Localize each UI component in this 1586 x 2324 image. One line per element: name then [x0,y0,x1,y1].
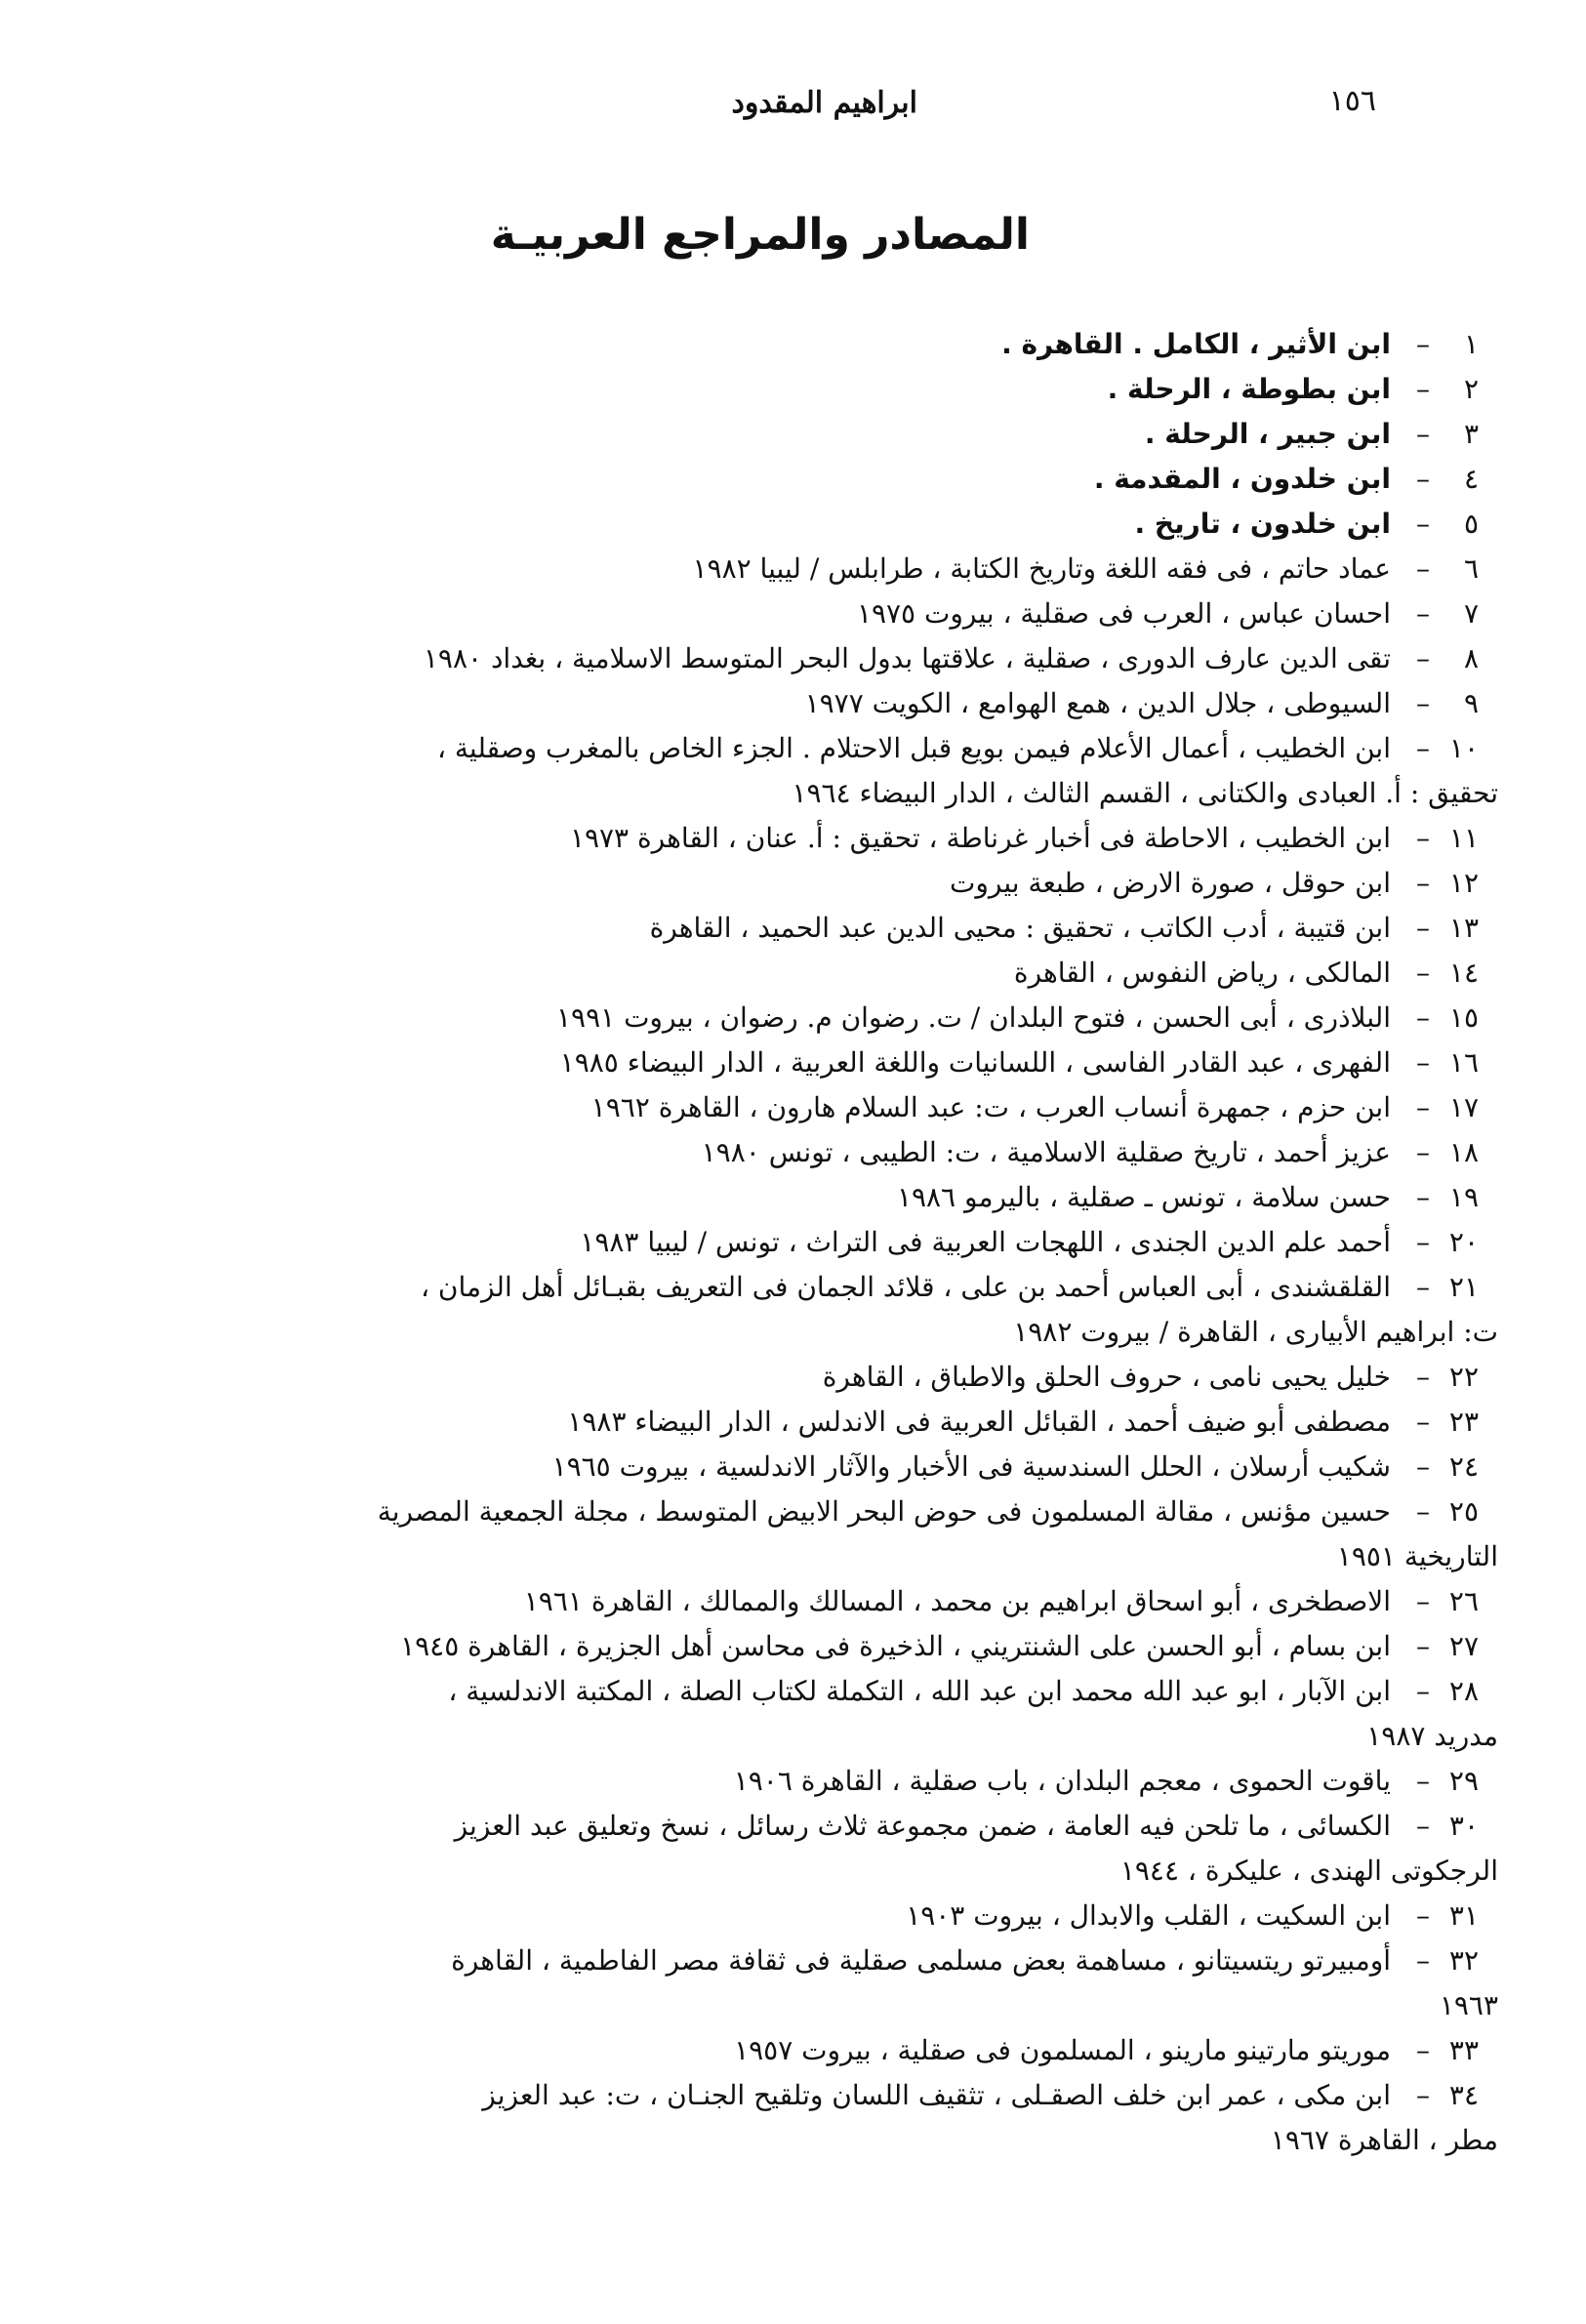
reference-number: ٣ [1463,418,1479,450]
reference-entry [107,1265,1498,1355]
reference-dash: – [1416,912,1430,944]
reference-entry [107,1804,1498,1894]
reference-number: ١٣ [1448,912,1479,944]
reference-text: البلاذرى ، أبى الحسن ، فتوح البلدان / ت. رضوان م. رضوان ، بيروت ١٩٩١ [556,1001,1391,1034]
reference-entry [107,591,1479,636]
reference-entry [107,681,1479,726]
reference-dash: – [1416,1944,1430,1977]
reference-text: ابن جبير ، الرحلة . [1144,418,1391,450]
reference-dash: – [1416,1091,1430,1123]
reference-dash: – [1416,1585,1430,1617]
reference-text: أحمد علم الدين الجندى ، اللهجات العربية فى التراث ، تونس / ليبيا ١٩٨٣ [580,1226,1391,1258]
running-header [117,84,1484,123]
reference-entry [107,1445,1479,1489]
reference-dash: – [1416,552,1430,585]
reference-dash: – [1416,1765,1430,1797]
reference-text: ياقوت الحموى ، معجم البلدان ، باب صقلية ، القاهرة ١٩٠٦ [733,1765,1391,1797]
reference-dash: – [1416,1001,1430,1034]
reference-entry [107,1355,1479,1400]
reference-text: خليل يحيى نامى ، حروف الحلق والاطباق ، القاهرة [822,1361,1391,1393]
reference-dash: – [1416,1450,1430,1483]
reference-number: ٢٦ [1448,1585,1479,1617]
reference-text: ابن الآبار ، ابو عبد الله محمد ابن عبد الله ، التكملة لكتاب الصلة ، المكتبة الاندلسية ، [448,1675,1391,1707]
reference-dash: – [1416,373,1430,405]
reference-entry [107,861,1479,906]
reference-dash: – [1416,1630,1430,1662]
reference-continuation: مدريد ١٩٨٧ [1366,1720,1498,1752]
reference-number: ٢٤ [1448,1450,1479,1483]
reference-text: ابن الخطيب ، أعمال الأعلام فيمن بويع قبل الاحتلام . الجزء الخاص بالمغرب وصقلية ، [436,732,1391,764]
reference-dash: – [1416,1406,1430,1438]
reference-dash: – [1416,1495,1430,1528]
reference-text: الاصطخرى ، أبو اسحاق ابراهيم بن محمد ، المسالك والممالك ، القاهرة ١٩٦١ [523,1585,1391,1617]
reference-entry [107,322,1479,367]
reference-dash: – [1416,1810,1430,1842]
reference-number: ٢٢ [1448,1361,1479,1393]
reference-number: ٣٠ [1448,1810,1479,1842]
reference-entry [107,1894,1479,1938]
reference-continuation: التاريخية ١٩٥١ [1336,1540,1498,1572]
reference-continuation: ١٩٦٣ [1439,1989,1498,2021]
reference-number: ١٦ [1448,1046,1479,1079]
reference-dash: – [1416,2034,1430,2066]
reference-entry [107,636,1479,681]
reference-number: ٨ [1463,642,1479,674]
reference-text: احسان عباس ، العرب فى صقلية ، بيروت ١٩٧٥ [856,597,1391,630]
reference-entry [107,2028,1479,2073]
reference-entry [107,1400,1479,1445]
reference-number: ٧ [1463,597,1479,630]
reference-dash: – [1416,957,1430,989]
reference-entry [107,457,1479,502]
reference-text: ابن السكيت ، القلب والابدال ، بيروت ١٩٠٣ [906,1899,1391,1932]
reference-number: ٣١ [1448,1899,1479,1932]
reference-number: ١٨ [1448,1136,1479,1168]
reference-text: ابن الأثير ، الكامل . القاهرة . [1001,328,1391,360]
reference-number: ٤ [1463,463,1479,495]
reference-text: عماد حاتم ، فى فقه اللغة وتاريخ الكتابة ، طرابلس / ليبيا ١٩٨٢ [692,552,1391,585]
reference-number: ٢٥ [1448,1495,1479,1528]
reference-text: تقى الدين عارف الدورى ، صقلية ، علاقتها بدول البحر المتوسط الاسلامية ، بغداد ١٩٨٠ [423,642,1391,674]
reference-number: ١٩ [1448,1181,1479,1213]
reference-dash: – [1416,597,1430,630]
reference-dash: – [1416,1046,1430,1079]
page-number: ١٥٦ [1328,84,1376,118]
reference-continuation: ت: ابراهيم الأبيارى ، القاهرة / بيروت ١٩٨٢ [1013,1316,1498,1348]
reference-number: ٦ [1463,552,1479,585]
reference-text: حسن سلامة ، تونس ـ صقلية ، باليرمو ١٩٨٦ [896,1181,1391,1213]
reference-number: ٢ [1463,373,1479,405]
reference-dash: – [1416,867,1430,899]
reference-number: ٢٩ [1448,1765,1479,1797]
reference-entry [107,502,1479,547]
reference-text: عزيز أحمد ، تاريخ صقلية الاسلامية ، ت: الطيبى ، تونس ١٩٨٠ [701,1136,1391,1168]
reference-entry [107,816,1479,861]
reference-number: ١٠ [1448,732,1479,764]
reference-entry [107,1040,1479,1085]
reference-entry [107,1759,1479,1804]
reference-text: ابن حزم ، جمهرة أنساب العرب ، ت: عبد السلام هارون ، القاهرة ١٩٦٢ [590,1091,1391,1123]
reference-entry [107,951,1479,996]
reference-entry [107,1669,1498,1759]
reference-dash: – [1416,463,1430,495]
reference-number: ٢٣ [1448,1406,1479,1438]
references-list [107,322,1498,2163]
reference-dash: – [1416,1181,1430,1213]
reference-number: ١١ [1448,822,1479,854]
reference-dash: – [1416,1136,1430,1168]
reference-entry [107,367,1479,412]
reference-text: حسين مؤنس ، مقالة المسلمون فى حوض البحر الابيض المتوسط ، مجلة الجمعية المصرية [377,1495,1391,1528]
reference-dash: – [1416,2079,1430,2111]
reference-entry [107,2073,1498,2163]
reference-dash: – [1416,642,1430,674]
reference-text: الفهرى ، عبد القادر الفاسى ، اللسانيات واللغة العربية ، الدار البيضاء ١٩٨٥ [559,1046,1391,1079]
reference-entry [107,906,1479,951]
reference-entry [107,1175,1479,1220]
reference-entry [107,1130,1479,1175]
reference-text: ابن بطوطة ، الرحلة . [1107,373,1391,405]
reference-number: ٩ [1463,687,1479,719]
author-name: ابراهيم المقدود [731,86,917,120]
reference-dash: – [1416,822,1430,854]
reference-text: ابن بسام ، أبو الحسن على الشنتريني ، الذخيرة فى محاسن أهل الجزيرة ، القاهرة ١٩٤٥ [400,1630,1391,1662]
reference-number: ٥ [1463,508,1479,540]
reference-entry [107,547,1479,591]
reference-entry [107,1938,1498,2028]
reference-text: ابن حوقل ، صورة الارض ، طبعة بيروت [949,867,1391,899]
reference-number: ١٤ [1448,957,1479,989]
section-title: المصادر والمراجع العربيـة [490,210,1030,260]
reference-continuation: مطر ، القاهرة ١٩٦٧ [1270,2124,1498,2156]
reference-text: ابن مكى ، عمر ابن خلف الصقـلى ، تثقيف اللسان وتلقيح الجنـان ، ت: عبد العزيز [482,2079,1391,2111]
reference-number: ٢١ [1448,1271,1479,1303]
reference-entry [107,1085,1479,1130]
reference-dash: – [1416,1226,1430,1258]
reference-number: ٢٠ [1448,1226,1479,1258]
reference-number: ٢٧ [1448,1630,1479,1662]
reference-entry [107,1220,1479,1265]
reference-text: السيوطى ، جلال الدين ، همع الهوامع ، الكويت ١٩٧٧ [804,687,1391,719]
reference-dash: – [1416,328,1430,360]
reference-dash: – [1416,1675,1430,1707]
reference-number: ١٥ [1448,1001,1479,1034]
reference-dash: – [1416,732,1430,764]
reference-dash: – [1416,1361,1430,1393]
reference-dash: – [1416,1271,1430,1303]
reference-number: ٣٢ [1448,1944,1479,1977]
reference-number: ٣٣ [1448,2034,1479,2066]
reference-text: ابن الخطيب ، الاحاطة فى أخبار غرناطة ، تحقيق : أ. عنان ، القاهرة ١٩٧٣ [569,822,1391,854]
reference-number: ١٧ [1448,1091,1479,1123]
reference-text: مصطفى أبو ضيف أحمد ، القبائل العربية فى الاندلس ، الدار البيضاء ١٩٨٣ [567,1406,1391,1438]
reference-number: ١ [1463,328,1479,360]
reference-entry [107,726,1498,816]
reference-number: ١٢ [1448,867,1479,899]
reference-continuation: الرجكوتى الهندى ، عليكرة ، ١٩٤٤ [1119,1855,1498,1887]
reference-entry [107,996,1479,1040]
reference-text: أومبيرتو ريتسيتانو ، مساهمة بعض مسلمى صقلية فى ثقافة مصر الفاطمية ، القاهرة [451,1944,1391,1977]
reference-number: ٢٨ [1448,1675,1479,1707]
reference-entry [107,412,1479,457]
reference-text: القلقشندى ، أبى العباس أحمد بن على ، قلائد الجمان فى التعريف بقبـائل أهل الزمان ، [420,1271,1391,1303]
reference-text: شكيب أرسلان ، الحلل السندسية فى الأخبار والآثار الاندلسية ، بيروت ١٩٦٥ [551,1450,1391,1483]
reference-text: المالكى ، رياض النفوس ، القاهرة [1013,957,1391,989]
reference-number: ٣٤ [1448,2079,1479,2111]
reference-dash: – [1416,418,1430,450]
reference-text: موريتو مارتينو مارينو ، المسلمون فى صقلية ، بيروت ١٩٥٧ [734,2034,1391,2066]
reference-continuation: تحقيق : أ. العبادى والكتانى ، القسم الثالث ، الدار البيضاء ١٩٦٤ [792,777,1498,809]
reference-text: ابن قتيبة ، أدب الكاتب ، تحقيق : محيى الدين عبد الحميد ، القاهرة [649,912,1391,944]
reference-text: ابن خلدون ، تاريخ . [1134,508,1391,540]
reference-entry [107,1489,1498,1579]
reference-text: الكسائى ، ما تلحن فيه العامة ، ضمن مجموعة ثلاث رسائل ، نسخ وتعليق عبد العزيز [454,1810,1391,1842]
reference-entry [107,1579,1479,1624]
reference-dash: – [1416,687,1430,719]
reference-entry [107,1624,1479,1669]
reference-dash: – [1416,508,1430,540]
reference-dash: – [1416,1899,1430,1932]
reference-text: ابن خلدون ، المقدمة . [1093,463,1391,495]
